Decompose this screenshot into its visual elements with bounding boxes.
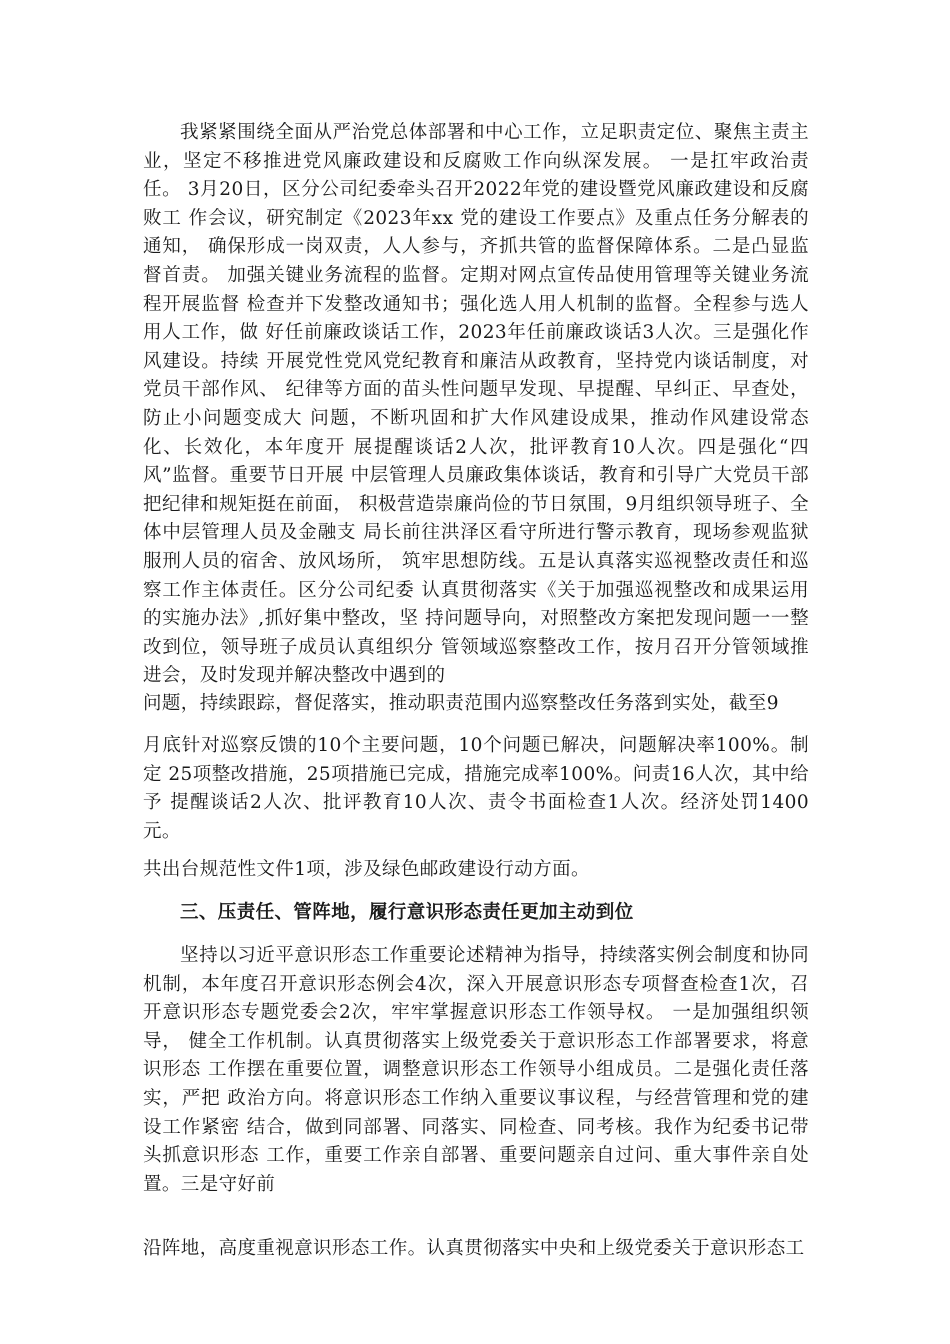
section-heading-ideology: 三、压责任、管阵地，履行意识形态责任更加主动到位 <box>180 902 634 923</box>
paragraph-normative-documents: 共出台规范性文件1项，涉及绿色邮政建设行动方面。 <box>143 859 590 880</box>
paragraph-party-conduct-work: 我紧紧围绕全面从严治党总体部署和中心工作，立足职责定位、聚焦主责主业，坚定不移推进党风廉政建设和反腐败工作向纵深发展。 一是扛牢政治责任。 3月20日，区分公司纪委牵头召开2022年党的建设暨党风廉政建设和反腐败工 作会议，研究制定《2023年xx 党的建设工作要点》及重点任务分解表的通知， 确保形成一岗双责，人人参与，齐抓共管的监督保障体系。二是凸显监督首责。 加强关键业务流程的监督。定期对网点宣传品使用管理等关键业务流程开展监督 检查并下发整改通知书；强化选人用人机制的监督。全程参与选人用人工作，做 好任前廉政谈话工作，2023年任前廉政谈话3人次。三是强化作风建设。持续 开展党性党风党纪教育和廉洁从政教育，坚持党内谈话制度，对党员干部作风、 纪律等方面的苗头性问题早发现、早提醒、早纠正、早查处，防止小问题变成大 问题，不断巩固和扩大作风建设成果，推动作风建设常态化、长效化，本年度开 展提醒谈话2人次，批评教育10人次。四是强化“四风”监督。重要节日开展 中层管理人员廉政集体谈话，教育和引导广大党员干部把纪律和规矩挺在前面， 积极营造崇廉尚俭的节日氛围，9月组织领导班子、全体中层管理人员及金融支 局长前往洪泽区看守所进行警示教育，现场参观监狱服刑人员的宿舍、放风场所， 筑牢思想防线。五是认真落实巡视整改责任和巡察工作主体责任。区分公司纪委 认真贯彻落实《关于加强巡视整改和成果运用的实施办法》,抓好集中整改，坚 持问题导向，对照整改方案把发现问题一一整改到位，领导班子成员认真组织分 管领域巡察整改工作，按月召开分管领域推进会，及时发现并解决整改中遇到的 <box>143 122 809 687</box>
paragraph-follow-up: 问题，持续跟踪，督促落实，推动职责范围内巡察整改任务落到实处，截至9 <box>143 693 779 714</box>
paragraph-rectification-stats: 月底针对巡察反馈的10个主要问题，10个问题已解决，问题解决率100%。制定 25项整改措施，25项措施已完成，措施完成率100%。问责16人次，其中给予 提醒谈话2人次、批评教育10人次、责令书面检查1人次。经济处罚1400元。 <box>143 735 809 842</box>
paragraph-ideology-work: 坚持以习近平意识形态工作重要论述精神为指导，持续落实例会制度和协同机制，本年度召开意识形态例会4次，深入开展意识形态专项督查检查1次，召 开意识形态专题党委会2次，牢牢掌握意识形态工作领导权。 一是加强组织领导， 健全工作机制。认真贯彻落实上级党委关于意识形态工作部署要求，将意识形态 工作摆在重要位置，调整意识形态工作领导小组成员。二是强化责任落实，严把 政治方向。将意识形态工作纳入重要议事议程，与经营管理和党的建设工作紧密 结合，做到同部署、同落实、同检查、同考核。我作为纪委书记带头抓意识形态 工作，重要工作亲自部署、重要问题亲自过问、重大事件亲自处置。三是守好前 <box>143 945 809 1195</box>
paragraph-frontline-position: 沿阵地，高度重视意识形态工作。认真贯彻落实中央和上级党委关于意识形态工 <box>143 1238 805 1259</box>
